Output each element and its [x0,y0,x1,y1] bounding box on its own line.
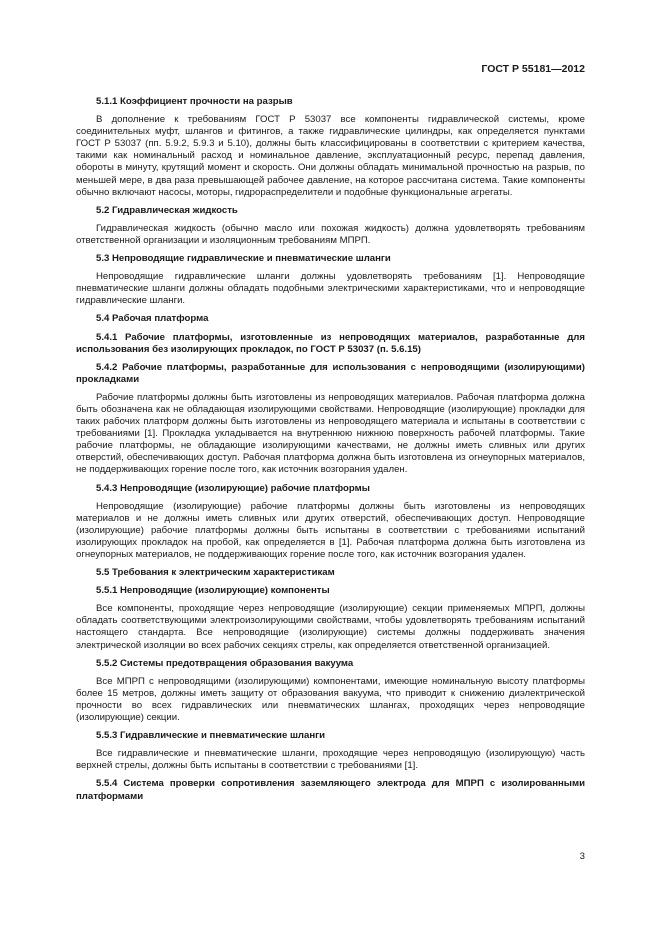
section-heading-5-5-3: 5.5.3 Гидравлические и пневматические шланги [96,730,326,742]
document-body [76,96,585,809]
section-heading-5-1-1: 5.1.1 Коэффициент прочности на разрыв [96,96,293,107]
page-number: 3 [579,851,585,862]
paragraph-5-5-3: Все гидравлические и пневматические шланги, проходящие через непроводящую (изолирующую) часть верхней стрелы, должны быть испытаны в соответствии с требованиями [1]. [76,748,585,772]
section-heading-5-5: 5.5 Требования к электрическим характеристикам [96,567,335,579]
section-heading-5-4-3: 5.4.3 Непроводящие (изолирующие) рабочие платформы [96,482,370,494]
paragraph-5-1-1: В дополнение к требованиям ГОСТ Р 53037 все компоненты гидравлической системы, кроме соединительных муфт, шлангов и фитингов, а также гидравлические цилиндры, как определяется пунктами ГОСТ Р 53037 (пп. 5.9.2, 5.9.3 и 5.10), должны быть классифицированы в соответствии с критерием качества, такими как номинальный расход и номинальное давление, эксплуатационный ресурс, перепад давления, обороты в минуту, крутящий момент и скорость. Они должны обладать минимальной прочностью на разрыв, по меньшей мере, в два раза превышающей рабочее давление, на которое рассчитана система. Такие компоненты обычно включают насосы, моторы, гидрораспределители и подобные функциональные агрегаты. [76,114,585,198]
section-heading-5-4-2: 5.4.2 Рабочие платформы, разработанные для использования с непроводящими (изолирующими) прокладками [76,361,585,385]
section-heading-5-4: 5.4 Рабочая платформа [96,313,209,325]
section-heading-5-5-4: 5.5.4 Система проверки сопротивления заземляющего электрода для МПРП с изолированными платформами [76,778,585,802]
paragraph-5-5-1: Все компоненты, проходящие через непроводящие (изолирующие) секции применяемых МПРП, должны обладать соответствующими электроизолирующими свойствами, чтобы удовлетворять требованиям испытаний настоящего стандарта. Все непроводящие (изолирующие) системы должны поддерживать значения электрической изоляции во всех рабочих секциях стрелы, как определяется ответственной организацией. [76,603,585,651]
paragraph-5-4-3: Непроводящие (изолирующие) рабочие платформы должны быть изготовлены из непроводящих материалов и не должны иметь сливных или других отверстий, обеспечивающих доступ. Непроводящие (изолирующие) рабочие платформы должны быть испытаны в соответствии с требованиями испытаний изолирующих прокладок на пробой, как определяется в [1]. Рабочая платформа должна быть изготовлена из огнеупорных материалов, не поддерживающих горение после того, как источник возгорания удален. [76,500,585,560]
document-code: ГОСТ Р 55181—2012 [481,63,585,75]
paragraph-5-3: Непроводящие гидравлические шланги должны удовлетворять требованиям [1]. Непроводящие пневматические шланги должны обладать подобными электрическими характеристиками, что и непроводящие гидравлические шланги. [76,271,585,307]
section-heading-5-4-1: 5.4.1 Рабочие платформы, изготовленные из непроводящих материалов, разработанные для использования без изолирующих прокладок, по ГОСТ Р 53037 (п. 5.6.15) [76,331,585,355]
paragraph-5-2: Гидравлическая жидкость (обычно масло или похожая жидкость) должна удовлетворять требованиям ответственной организации и изоляционным требованиям МПРП. [76,222,585,246]
section-heading-5-3: 5.3 Непроводящие гидравлические и пневматические шланги [96,253,391,265]
paragraph-5-4-2: Рабочие платформы должны быть изготовлены из непроводящих материалов. Рабочая платформа должна быть обозначена как не обладающая изолирующими свойствами. Непроводящие (изолирующие) прокладки для таких рабочих платформ должны быть изготовлены из непроводящего материала и испытаны в соответствии с требованиями [1]. Прокладка укладывается на внутреннюю нижнюю поверхность рабочей платформы. Такие рабочие платформы, не обладающие изолирующими качествами, не должны иметь сливных или других отверстий, обеспечивающих доступ. Рабочая платформа должна быть изготовлена из огнеупорных материалов, не поддерживающих горение после того, как источник возгорания удален. [76,391,585,476]
section-heading-5-2: 5.2 Гидравлическая жидкость [96,204,238,216]
paragraph-5-5-2: Все МПРП с непроводящими (изолирующими) компонентами, имеющие номинальную высоту платформы более 15 метров, должны иметь защиту от образования вакуума, что приводит к снижению диэлектрической прочности во всех гидравлических или пневматических шлангах, проходящих через непроводящие (изолирующие) секции. [76,675,585,724]
section-heading-5-5-1: 5.5.1 Непроводящие (изолирующие) компоненты [96,585,330,597]
section-heading-5-5-2: 5.5.2 Системы предотвращения образования вакуума [96,657,354,669]
